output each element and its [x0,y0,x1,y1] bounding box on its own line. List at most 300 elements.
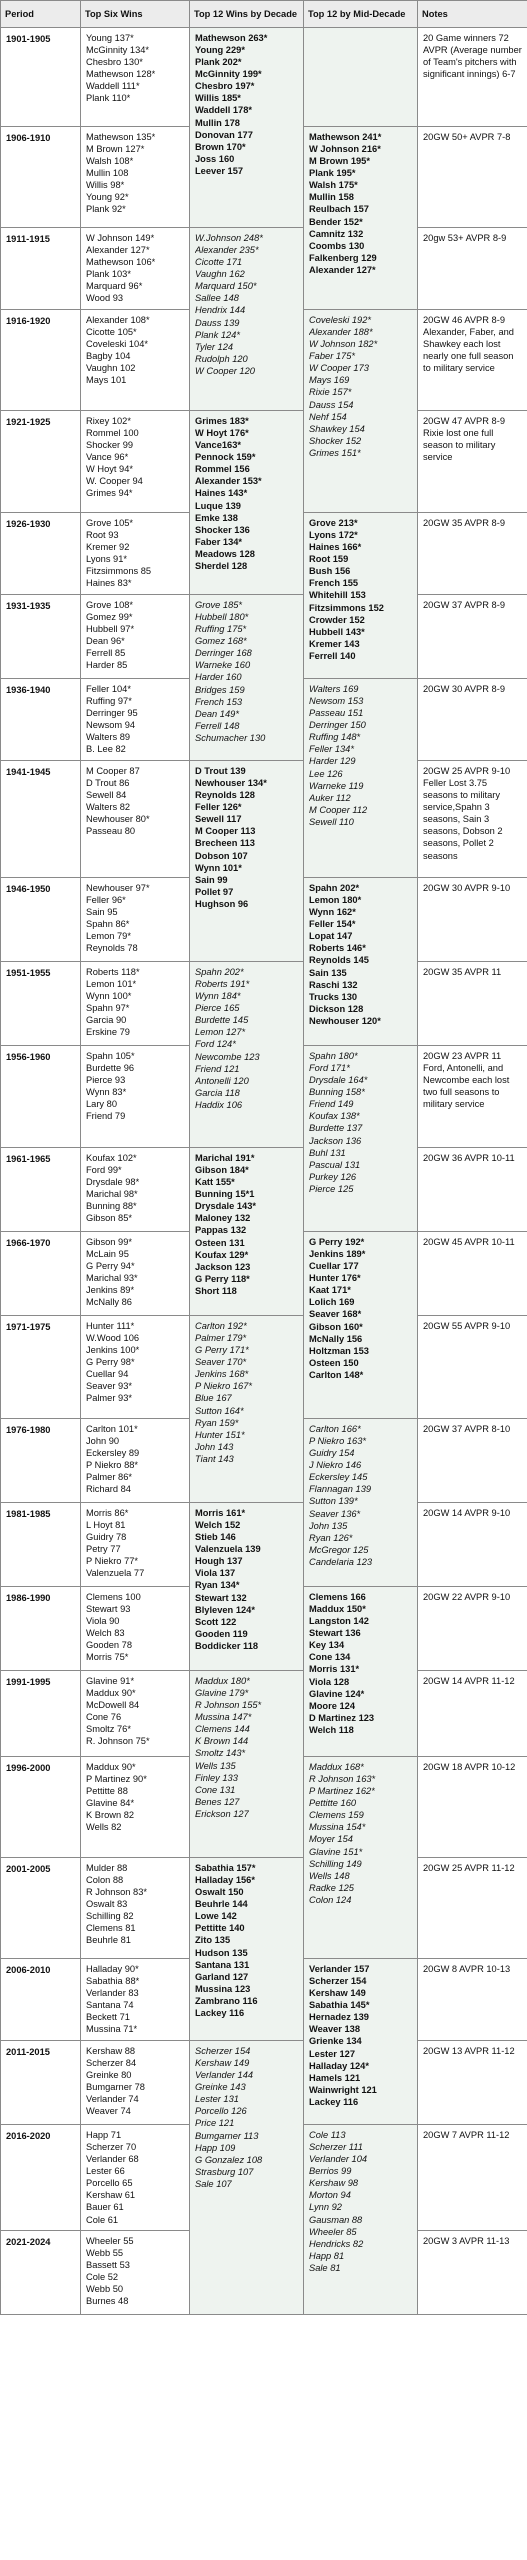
decade-entry: Grove 185* [195,600,243,610]
mid-entry: Fitzsimmons 152 [309,602,384,613]
decade-block [190,1671,304,1858]
notes-cell: 20GW 13 AVPR 11-12 [418,2041,527,2125]
decade-entry: Plank 202* [195,57,242,68]
decade-entry: Antonelli 120 [195,1075,249,1086]
decade-entry: Marquard 150* [195,281,257,292]
mid-entry: Glavine 151* [309,1846,363,1857]
mid-entry: Raschi 132 [309,979,358,990]
mid-entry: John 135 [309,1520,348,1531]
decade-entry: Hudson 135 [195,1947,248,1958]
top-six-cell [81,595,190,679]
notes-cell: 20GW 35 AVPR 11 [418,962,527,1046]
top-six-entry: Chesbro 130* [86,57,143,68]
notes-cell: 20 Game winners 72 AVPR (Average number of Team's pitchers with significant innings) 6-7 [418,28,527,127]
period-cell: 1901-1905 [1,28,81,127]
decade-entry: G Gonzalez 108 [195,2154,263,2165]
top-six-entry: Webb 55 [86,2247,124,2258]
notes-cell: 20GW 22 AVPR 9-10 [418,1587,527,1671]
header-top-12-by-mid-decade: Top 12 by Mid-Decade [304,1,418,28]
mid-entry: Lackey 116 [309,2096,359,2107]
decade-entry: Maloney 132 [195,1213,251,1224]
mid-entry: Sale 81 [309,2262,341,2273]
top-six-entry: P Martinez 90* [86,1774,147,1785]
notes-cell: 20GW 46 AVPR 8-9 Alexander, Faber, and Shawkey each lost nearly one full season to military service [418,310,527,411]
top-six-cell [81,679,190,761]
mid-entry: Pascual 131 [309,1159,361,1170]
decade-entry: Grimes 183* [195,416,249,426]
top-six-entry: Plank 92* [86,204,126,215]
decade-entry: Harder 160 [195,672,242,683]
decade-entry: Jackson 123 [195,1261,251,1272]
top-six-cell [81,1232,190,1316]
decade-entry: Wells 135 [195,1760,236,1771]
top-six-entry: Cone 76 [86,1712,122,1723]
top-six-entry: Kershaw 61 [86,2190,136,2201]
top-six-entry: McNally 86 [86,1297,132,1308]
top-six-entry: Shocker 99 [86,440,134,451]
mid-entry: Candelaria 123 [309,1556,373,1567]
decade-entry: Osteen 131 [195,1237,245,1248]
top-six-entry: Oswalt 83 [86,1899,128,1910]
top-six-entry: P Niekro 88* [86,1460,139,1471]
decade-entry: French 153 [195,696,243,707]
mid-entry: Carlton 148* [309,1369,364,1380]
top-six-entry: Bassett 53 [86,2259,130,2270]
top-six-entry: Scherzer 70 [86,2142,137,2153]
decade-entry: Young 229* [195,45,245,56]
decade-block [190,962,304,1148]
top-six-entry: Viola 90 [86,1616,120,1627]
mid-entry: Reulbach 157 [309,204,369,215]
decade-entry: Greinke 143 [195,2082,246,2093]
period-cell: 1956-1960 [1,1046,81,1148]
top-six-entry: Burdette 96 [86,1063,135,1074]
mid-block [304,1232,418,1419]
decade-entry: Boddicker 118 [195,1640,259,1651]
decade-entry: Hunter 151* [195,1429,245,1440]
top-six-entry: Cole 61 [86,2214,119,2225]
decade-entry: Haines 143* [195,488,248,499]
top-six-cell [81,1587,190,1671]
period-cell: 1996-2000 [1,1757,81,1858]
mid-block [304,878,418,1046]
top-six-entry: Verlander 74 [86,2094,139,2105]
mid-entry: Root 159 [309,554,349,565]
table-row [1,1671,527,1757]
top-six-entry: W.Wood 106 [86,1333,140,1344]
decade-entry: Verlander 144 [195,2070,254,2081]
period-cell: 2021-2024 [1,2230,81,2314]
table-row [1,1148,527,1232]
mid-entry: Rixie 157* [309,387,352,398]
mid-entry: Moore 124 [309,1700,355,1711]
decade-entry: Glavine 179* [195,1688,249,1699]
decade-entry: Happ 109 [195,2142,236,2153]
period-cell: 1971-1975 [1,1316,81,1419]
top-six-entry: R. Johnson 75* [86,1736,150,1747]
decade-entry: Katt 155* [195,1177,235,1188]
top-six-entry: Grove 105* [86,518,134,528]
top-six-entry: Mays 101 [86,375,127,386]
mid-entry: Coveleski 192* [309,315,372,325]
decade-entry: Halladay 156* [195,1875,255,1886]
mid-entry: Glavine 124* [309,1688,365,1699]
decade-entry: Sain 99 [195,874,228,885]
top-six-cell [81,962,190,1046]
top-six-entry: Kershaw 88 [86,2046,136,2056]
top-six-entry: Harder 85 [86,660,128,671]
decade-block [190,761,304,962]
top-six-entry: Scherzer 84 [86,2058,137,2069]
mid-entry: Maddux 168* [309,1762,364,1772]
top-six-entry: Beckett 71 [86,2012,130,2023]
mid-entry: Hunter 176* [309,1273,361,1284]
decade-entry: Marichal 191* [195,1153,255,1163]
top-six-cell [81,878,190,962]
mid-entry: Key 134 [309,1640,345,1651]
top-six-cell [81,28,190,127]
top-six-entry: G Perry 98* [86,1357,135,1368]
notes-cell: 20GW 50+ AVPR 7-8 [418,127,527,228]
mid-entry: Spahn 180* [309,1051,358,1061]
mid-entry: Verlander 157 [309,1964,370,1974]
top-six-entry: Drysdale 98* [86,1177,140,1188]
mid-entry: Ferrell 140 [309,650,356,661]
mid-entry: Alexander 127* [309,264,376,275]
decade-entry: Ryan 134* [195,1580,240,1591]
decade-entry: Viola 137 [195,1568,236,1579]
mid-entry: Mays 169 [309,375,350,386]
top-six-entry: Ferrell 85 [86,648,126,659]
decade-entry: Kershaw 149 [195,2058,250,2069]
top-six-entry: Lary 80 [86,1099,118,1110]
top-six-entry: Cole 52 [86,2271,119,2282]
mid-entry: French 155 [309,578,359,589]
period-cell: 1906-1910 [1,127,81,228]
decade-entry: Valenzuela 139 [195,1544,261,1555]
mid-entry: Grimes 151* [309,447,361,458]
top-six-cell [81,1046,190,1148]
decade-entry: Rudolph 120 [195,353,248,364]
notes-cell: 20GW 45 AVPR 10-11 [418,1232,527,1316]
mid-entry: Shocker 152 [309,435,362,446]
notes-cell: 20GW 25 AVPR 11-12 [418,1858,527,1959]
mid-block [304,1959,418,2125]
top-six-entry: Wood 93 [86,293,124,304]
decade-entry: Benes 127 [195,1796,240,1807]
decade-entry: Rommel 156 [195,464,250,475]
mid-entry: Spahn 202* [309,883,360,893]
top-six-entry: Dean 96* [86,636,125,647]
top-six-entry: Feller 96* [86,895,126,906]
top-six-entry: Morris 86* [86,1508,129,1518]
notes-cell: 20GW 35 AVPR 8-9 [418,513,527,595]
decade-entry: Hubbell 180* [195,612,249,623]
decade-entry: Pennock 159* [195,452,256,463]
decade-entry: Vaughn 162 [195,269,245,280]
period-cell: 1986-1990 [1,1587,81,1671]
decade-entry: Price 121 [195,2118,235,2129]
decade-entry: Gibson 184* [195,1165,249,1176]
mid-entry: Sabathia 145* [309,2000,370,2011]
decade-entry: Wynn 101* [195,862,242,873]
decade-entry: Plank 124* [195,329,240,340]
period-cell: 1946-1950 [1,878,81,962]
mid-entry: Feller 134* [309,744,354,755]
top-six-entry: Burnes 48 [86,2296,129,2307]
decade-entry: Chesbro 197* [195,81,255,92]
mid-entry: Seaver 136* [309,1508,361,1519]
top-six-entry: Mathewson 135* [86,132,156,142]
period-cell: 1991-1995 [1,1671,81,1757]
period-cell: 1921-1925 [1,411,81,513]
top-six-entry: Pettitte 88 [86,1786,128,1797]
header-notes: Notes [418,1,527,28]
mid-entry: J Niekro 146 [309,1460,362,1471]
top-six-entry: Reynolds 78 [86,943,138,954]
top-six-entry: Verlander 83 [86,1988,139,1999]
decade-entry: Oswalt 150 [195,1887,244,1898]
mid-entry: Bender 152* [309,216,363,227]
top-six-entry: Petry 77 [86,1544,121,1555]
top-six-entry: Gibson 99* [86,1237,132,1247]
top-six-entry: Rommel 100 [86,428,139,439]
mid-entry: Newhouser 120* [309,1015,381,1026]
top-six-entry: Hubbell 97* [86,624,135,635]
top-six-entry: Guidry 78 [86,1532,127,1543]
mid-entry: Viola 128 [309,1676,350,1687]
mid-block [304,310,418,513]
decade-entry: Gooden 119 [195,1628,248,1639]
top-six-entry: Spahn 105* [86,1051,135,1061]
decade-entry: Bridges 159 [195,684,245,695]
top-six-entry: Marichal 93* [86,1273,138,1284]
notes-cell: 20GW 7 AVPR 11-12 [418,2125,527,2231]
top-six-entry: Maddux 90* [86,1688,136,1699]
mid-entry: Weaver 138 [309,2024,361,2035]
notes-cell: 20GW 8 AVPR 10-13 [418,1959,527,2041]
notes-cell: 20GW 14 AVPR 9-10 [418,1503,527,1587]
decade-entry: Garcia 118 [195,1087,240,1098]
top-six-entry: Bauer 61 [86,2202,124,2213]
decade-entry: Schumacher 130 [195,732,266,743]
decade-entry: Blue 167 [195,1393,232,1404]
table-row [1,1503,527,1587]
top-six-entry: Cicotte 105* [86,327,137,338]
top-six-cell [81,1858,190,1959]
top-six-entry: Plank 103* [86,269,131,280]
top-six-entry: P Niekro 77* [86,1556,139,1567]
decade-entry: Brown 170* [195,141,246,152]
mid-entry: Scherzer 154 [309,1976,367,1987]
top-six-entry: Glavine 91* [86,1676,135,1686]
top-six-entry: Colon 88 [86,1875,124,1886]
top-six-entry: Young 92* [86,192,129,203]
mid-block [304,127,418,310]
mid-entry: D Martinez 123 [309,1712,375,1723]
mid-entry: McNally 156 [309,1333,363,1344]
mid-entry: Scherzer 111 [309,2142,363,2153]
table-body [1,28,527,2315]
notes-cell: 20GW 30 AVPR 8-9 [418,679,527,761]
decade-entry: Joss 160 [195,153,235,164]
decade-entry: Sallee 148 [195,293,239,304]
decade-entry: Mathewson 263* [195,33,268,43]
period-cell: 1911-1915 [1,228,81,310]
mid-entry: W Cooper 173 [309,363,369,374]
period-cell: 1926-1930 [1,513,81,595]
mid-block [304,679,418,878]
mid-entry: Osteen 150 [309,1357,359,1368]
period-cell: 1976-1980 [1,1419,81,1503]
table-row [1,2041,527,2125]
mid-entry: Lopat 147 [309,931,353,942]
notes-cell: 20GW 25 AVPR 9-10 Feller Lost 3.75 seasons to military service,Spahn 3 seasons, Sain 3 seasons, Dobson 2 seasons, Pollet 2 seasons [418,761,527,878]
top-six-entry: Plank 110* [86,93,131,104]
mid-entry: Shawkey 154 [309,423,365,434]
top-six-entry: Friend 79 [86,1111,126,1122]
top-six-entry: Gooden 78 [86,1640,133,1651]
decade-entry: Reynolds 128 [195,790,255,801]
decade-entry: Stieb 146 [195,1532,236,1543]
top-six-entry: Lyons 91* [86,554,128,565]
top-six-entry: Alexander 108* [86,315,150,325]
decade-entry: Mussina 147* [195,1712,252,1723]
top-six-cell [81,2125,190,2231]
decade-entry: Warneke 160 [195,660,251,671]
period-cell: 1936-1940 [1,679,81,761]
top-six-cell [81,2041,190,2125]
top-six-entry: Sewell 84 [86,790,127,801]
mid-block-empty [304,28,418,127]
mid-entry: Cone 134 [309,1652,351,1663]
table-row [1,411,527,513]
top-six-entry: Kremer 92 [86,542,130,553]
period-cell: 1951-1955 [1,962,81,1046]
top-six-entry: Palmer 86* [86,1472,132,1483]
top-six-cell [81,1148,190,1232]
top-six-entry: W Johnson 149* [86,233,155,243]
mid-entry: Sewell 110 [309,816,354,827]
top-six-cell [81,1419,190,1503]
top-six-entry: Derringer 95 [86,708,138,719]
mid-entry: Dauss 154 [309,399,354,410]
period-cell: 1941-1945 [1,761,81,878]
mid-entry: Dickson 128 [309,1003,364,1014]
mid-entry: Kaat 171* [309,1285,351,1296]
decade-entry: Pollet 97 [195,886,234,897]
top-six-entry: Vaughn 102 [86,363,136,374]
decade-block [190,1858,304,2041]
mid-entry: Crowder 152 [309,614,365,625]
decade-entry: Donovan 177 [195,129,253,140]
mid-entry: Clemens 159 [309,1810,364,1821]
mid-entry: Lynn 92 [309,2202,342,2213]
top-six-entry: Carlton 101* [86,1424,138,1434]
decade-entry: Hough 137 [195,1556,243,1567]
decade-entry: Pappas 132 [195,1225,247,1236]
top-six-entry: Richard 84 [86,1484,131,1495]
top-six-entry: Seaver 93* [86,1381,132,1392]
top-six-entry: Maddux 90* [86,1762,136,1772]
decade-entry: Ford 124* [195,1039,236,1050]
decade-entry: Koufax 129* [195,1249,249,1260]
decade-entry: Santana 131 [195,1959,250,1970]
top-six-entry: Sabathia 88* [86,1976,140,1987]
top-six-cell [81,2230,190,2314]
mid-entry: Ryan 126* [309,1532,353,1543]
mid-entry: Pierce 125 [309,1183,354,1194]
decade-entry: Ferrell 148 [195,720,240,731]
decade-entry: Beuhrle 144 [195,1899,248,1910]
decade-entry: G Perry 118* [195,1273,250,1284]
mid-entry: G Perry 192* [309,1237,365,1247]
top-six-entry: Newhouser 97* [86,883,150,893]
decade-block [190,411,304,595]
decade-entry: Sutton 164* [195,1405,244,1416]
top-six-cell [81,513,190,595]
decade-entry: Cone 131 [195,1784,236,1795]
mid-entry: Koufax 138* [309,1111,360,1122]
top-six-entry: Happ 71 [86,2130,122,2140]
mid-entry: Wainwright 121 [309,2084,377,2095]
top-six-entry: Newsom 94 [86,720,136,731]
mid-entry: Warneke 119 [309,780,364,791]
decade-entry: Strasburg 107 [195,2166,254,2177]
top-six-entry: Spahn 97* [86,1003,130,1014]
decade-entry: Lowe 142 [195,1911,237,1922]
header-period: Period [1,1,81,28]
mid-entry: Cole 113 [309,2130,346,2140]
top-six-entry: Coveleski 104* [86,339,149,350]
mid-entry: Wynn 162* [309,907,356,918]
decade-entry: Bumgarner 113 [195,2130,259,2141]
top-six-entry: Porcello 65 [86,2178,133,2189]
top-six-entry: W Hoyt 94* [86,464,134,475]
decade-entry: Meadows 128 [195,548,255,559]
top-six-cell [81,127,190,228]
period-cell: 1981-1985 [1,1503,81,1587]
decade-entry: McGinnity 199* [195,69,262,80]
decade-entry: Welch 152 [195,1520,241,1531]
mid-entry: Grienke 134 [309,2036,362,2047]
mid-entry: Falkenberg 129 [309,252,377,263]
decade-entry: Lester 131 [195,2094,239,2105]
decade-entry: Smoltz 143* [195,1748,246,1759]
mid-block [304,1419,418,1587]
mid-entry: Roberts 146* [309,943,366,954]
top-six-entry: Schilling 82 [86,1911,134,1922]
top-six-cell [81,1316,190,1419]
top-six-entry: Feller 104* [86,684,131,694]
top-six-entry: McGinnity 134* [86,45,150,56]
mid-entry: Sutton 139* [309,1496,358,1507]
decade-entry: Hughson 96 [195,898,249,909]
top-six-entry: Mathewson 106* [86,257,156,268]
mid-entry: Nehf 154 [309,411,347,422]
top-six-cell [81,1671,190,1757]
table-row [1,962,527,1046]
decade-entry: Ryan 159* [195,1417,239,1428]
mid-entry: Moyer 154 [309,1834,353,1845]
mid-entry: Camnitz 132 [309,228,364,239]
decade-entry: Lemon 127* [195,1027,246,1038]
period-cell: 1916-1920 [1,310,81,411]
mid-entry: Burdette 137 [309,1123,363,1134]
decade-entry: Mullin 178 [195,117,240,128]
mid-entry: Flannagan 139 [309,1484,372,1495]
decade-entry: Vance163* [195,440,242,451]
